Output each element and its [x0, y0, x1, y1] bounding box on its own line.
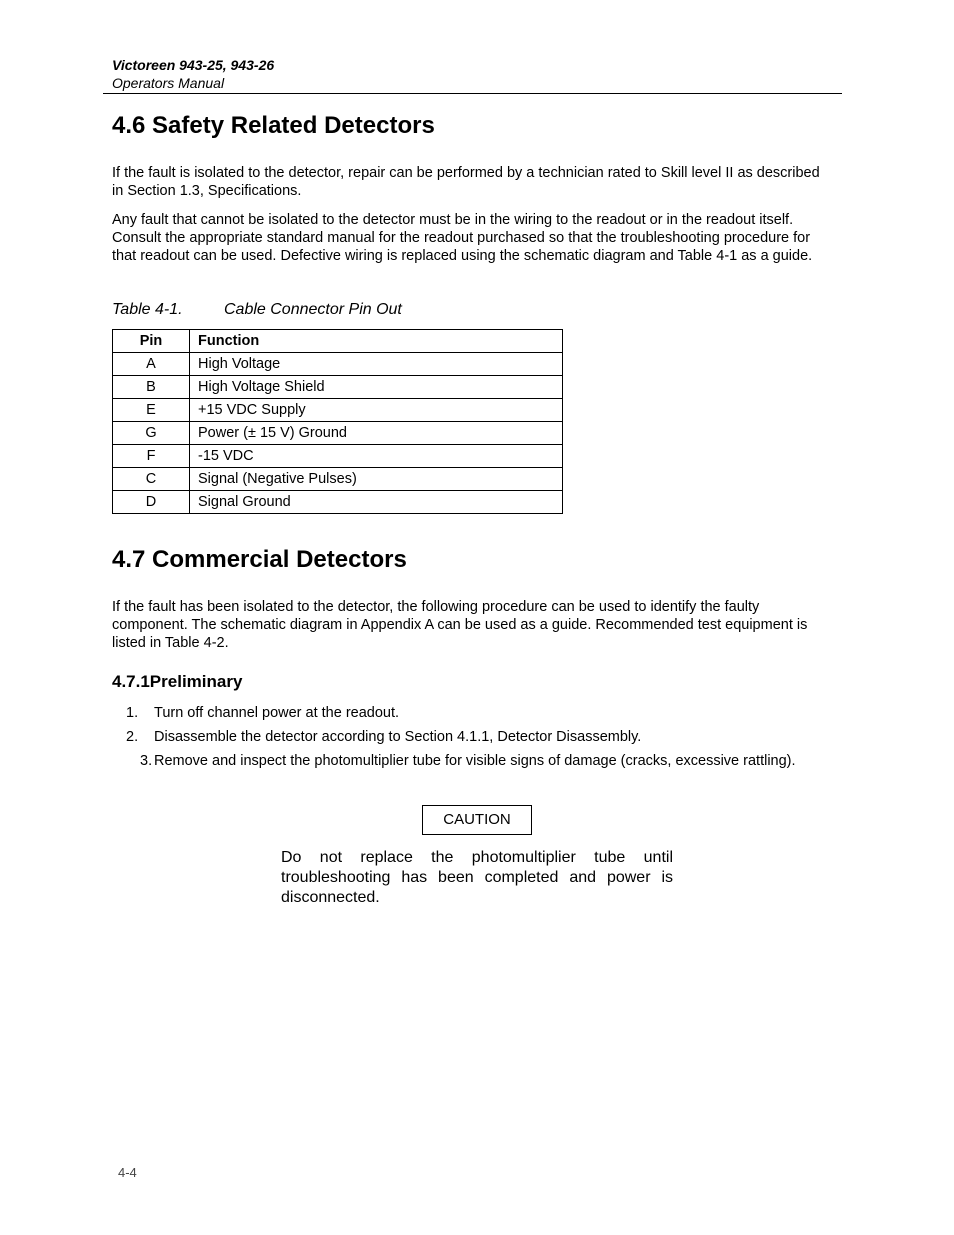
table-row [113, 399, 563, 422]
function-cell: Power (± 15 V) Ground [190, 422, 563, 445]
section-47-heading: 4.7 Commercial Detectors [112, 546, 407, 573]
pin-cell: E [113, 399, 190, 422]
manual-title: Victoreen 943-25, 943-26 [112, 57, 275, 73]
step-text: Remove and inspect the photomultiplier tube for visible signs of damage (cracks, excessive rattling). [154, 753, 796, 769]
pin-cell: C [113, 468, 190, 491]
caution-text: Do not replace the photomultiplier tube until troubleshooting has been completed and power is disconnected. [281, 849, 673, 906]
header-function: Function [190, 330, 563, 353]
pin-cell: D [113, 491, 190, 514]
table-caption-title: Cable Connector Pin Out [224, 301, 402, 318]
table-row [113, 445, 563, 468]
table-row [113, 376, 563, 399]
manual-subtitle: Operators Manual [112, 75, 225, 91]
pin-cell: B [113, 376, 190, 399]
pin-cell: F [113, 445, 190, 468]
section-46-heading: 4.6 Safety Related Detectors [112, 112, 435, 139]
pin-cell: A [113, 353, 190, 376]
function-cell: +15 VDC Supply [190, 399, 563, 422]
procedure-steps [126, 704, 826, 776]
step-number: 1. [126, 705, 139, 721]
table-caption [112, 300, 402, 320]
step-number: 2. [126, 729, 139, 745]
function-cell: High Voltage [190, 353, 563, 376]
section-47-paragraph-1: If the fault has been isolated to the detector, the following procedure can be used to identify the faulty component. The schematic diagram in Appendix A can be used as a guide. Recommended test equipment is listed in Table 4-2. [112, 599, 808, 651]
step-text: Turn off channel power at the readout. [154, 705, 400, 721]
header-pin: Pin [113, 330, 190, 353]
pin-cell: G [113, 422, 190, 445]
section-46-paragraph-2: Any fault that cannot be isolated to the detector must be in the wiring to the readout or in the readout itself. Consult the appropriate standard manual for the readout purchased so that the troubleshooting procedure for that readout can be used. Defective wiring is replaced using the schematic diagram and Table 4-1 as a guide. [112, 212, 813, 264]
table-caption-number: Table 4-1. [112, 301, 183, 318]
pin-out-table [112, 329, 563, 514]
page-header [103, 56, 842, 94]
step-item [126, 704, 826, 722]
caution-label: CAUTION [422, 805, 532, 835]
table-row [113, 353, 563, 376]
table-row [113, 422, 563, 445]
table-header-row [113, 330, 563, 353]
section-471-heading: 4.7.1Preliminary [112, 672, 243, 691]
step-item [112, 752, 826, 770]
section-46-paragraph-1: If the fault is isolated to the detector, repair can be performed by a technician rated to Skill level II as described in Section 1.3, Specifications. [112, 165, 820, 199]
function-cell: -15 VDC [190, 445, 563, 468]
table-row [113, 491, 563, 514]
function-cell: Signal (Negative Pulses) [190, 468, 563, 491]
step-item [126, 728, 826, 746]
function-cell: Signal Ground [190, 491, 563, 514]
function-cell: High Voltage Shield [190, 376, 563, 399]
step-text: Disassemble the detector according to Section 4.1.1, Detector Disassembly. [154, 729, 642, 745]
table-row [113, 468, 563, 491]
page-number: 4-4 [118, 1165, 137, 1180]
step-number: 3. [140, 753, 153, 769]
